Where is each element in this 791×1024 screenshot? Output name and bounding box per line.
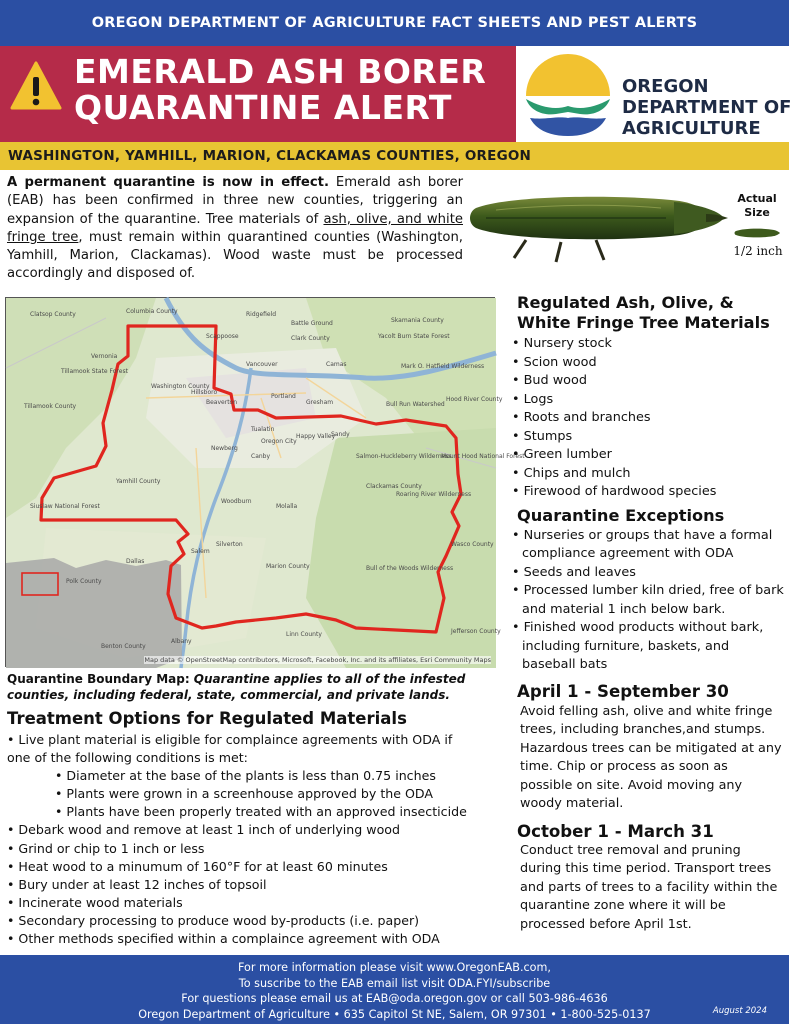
quarantine-map [5, 297, 525, 667]
season1-text: Avoid felling ash, olive and white fringe trees, including branches,and stumps. Hazardous trees can be mitigated at any time. Chip or process as soon as possible on site. Avoid moving any woody material. [520, 703, 782, 811]
season1-heading: April 1 - September 30 [517, 681, 729, 701]
intro-text-2: , must remain within quarantined counties (Washington, Yamhill, Marion, Clackamas). Wood waste must be processed accordingly and disposed of. [7, 229, 463, 282]
footer-line1: For more information please visit www.OregonEAB.com, [238, 961, 551, 974]
regulated-item: • Stumps [512, 428, 573, 444]
alert-title-line2: QUARANTINE ALERT [74, 88, 452, 127]
regulated-list [509, 335, 784, 502]
treatment-item: • Diameter at the base of the plants is less than 0.75 inches [55, 768, 436, 784]
map-place-label: Dallas [126, 558, 145, 565]
intro-underlined: ash, olive, and white fringe tree [7, 211, 463, 245]
map-place-label: Roaring River Wilderness [396, 491, 472, 498]
exception-item: • Processed lumber kiln dried, free of bark and material 1 inch below bark. [512, 583, 784, 617]
footer-date: August 2024 [712, 1006, 767, 1017]
treatment-item: • Debark wood and remove at least 1 inch of underlying wood [7, 822, 400, 838]
treatment-item: • Plants were grown in a screenhouse approved by the ODA [55, 786, 433, 802]
right-column [509, 293, 784, 934]
treatment-heading: Treatment Options for Regulated Materials [7, 709, 407, 728]
exception-item: • Seeds and leaves [512, 564, 636, 580]
scale-label: 1/2 inch [733, 244, 783, 258]
map-place-label: Tillamook County [24, 403, 77, 410]
beetle-image [466, 180, 731, 268]
map-place-label: Sandy [331, 431, 350, 438]
map-place-label: Woodburn [221, 498, 252, 505]
map-place-label: Bull of the Woods Wilderness [366, 565, 454, 572]
exceptions-list [509, 527, 784, 675]
treatment-item: • Secondary processing to produce wood by-products (i.e. paper) [7, 912, 420, 928]
exception-item: • Finished wood products without bark, including furniture, baskets, and baseball bats [512, 620, 764, 672]
footer-line3: For questions please email us at EAB@oda.oregon.gov or call 503-986-4636 [181, 992, 608, 1006]
counties-bar [0, 142, 789, 170]
map-place-label: Ridgefield [246, 311, 277, 318]
map-place-label: Vernonia [91, 353, 118, 360]
regulated-heading: Regulated Ash, Olive, & White Fringe Tree Materials [517, 293, 770, 332]
map-place-label: Wasco County [451, 541, 494, 548]
regulated-item: • Nursery stock [512, 336, 612, 351]
map-canvas [6, 298, 525, 668]
map-place-label: Hillsboro [191, 389, 218, 396]
alert-title-line1: EMERALD ASH BORER [74, 52, 487, 91]
treatment-item: • Live plant material is eligible for complaince agreements with ODA if [7, 732, 453, 747]
map-place-label: Salem [191, 548, 210, 555]
map-place-label: Happy Valley [296, 433, 336, 440]
logo-line3: AGRICULTURE [622, 118, 761, 139]
footer-line4: Oregon Department of Agriculture • 635 Capitol St NE, Salem, OR 97301 • 1-800-525-0137 [138, 1007, 651, 1021]
map-place-label: Silverton [216, 541, 243, 548]
map-place-label: Yacolt Burn State Forest [378, 333, 450, 340]
counties-text: WASHINGTON, YAMHILL, MARION, CLACKAMAS COUNTIES, OREGON [8, 148, 532, 164]
alert-title [74, 54, 486, 126]
map-place-label: Gresham [306, 399, 334, 406]
map-place-label: Vancouver [246, 361, 278, 368]
regulated-item: • Chips and mulch [512, 465, 631, 481]
map-place-label: Salmon-Huckleberry Wilderness [356, 453, 452, 460]
map-place-label: Molalla [276, 503, 298, 510]
small-beetle-icon [734, 226, 782, 240]
map-place-label: Mark O. Hatfield Wilderness [401, 363, 485, 370]
logo-line2: DEPARTMENT OF [622, 97, 791, 118]
map-place-label: Hood River County [446, 396, 503, 403]
logo-line1: OREGON [622, 76, 709, 97]
map-caption-label: Quarantine Boundary Map: [7, 672, 190, 686]
map-caption [7, 671, 497, 703]
map-place-label: Yamhill County [116, 478, 161, 485]
series-title: OREGON DEPARTMENT OF AGRICULTURE FACT SHEETS AND PEST ALERTS [91, 15, 698, 31]
map-place-label: Portland [271, 393, 296, 400]
map-credit: Map data © OpenStreetMap contributors, Microsoft, Facebook, Inc. and its affiliates, Esri Community Maps [144, 656, 491, 664]
map-place-label: Columbia County [126, 308, 178, 315]
treatment-item: • Other methods specified within a complaince agreement with ODA [7, 931, 440, 947]
treatment-list [7, 731, 507, 948]
regulated-item: • Green lumber [512, 447, 612, 462]
map-place-label: Oregon City [261, 438, 297, 445]
map-place-label: Camas [326, 361, 347, 368]
treatment-item: • Grind or chip to 1 inch or less [7, 840, 205, 856]
map-place-label: Polk County [66, 578, 102, 585]
treatment-item: one of the following conditions is met: [7, 750, 248, 766]
map-place-label: Scappoose [206, 333, 239, 340]
map-caption-text: Quarantine applies to all of the infested counties, including federal, state, commercial, and private lands. [7, 672, 466, 702]
regulated-item: • Scion wood [512, 354, 597, 370]
map-place-label: Tualatin [251, 426, 275, 433]
treatment-item: • Incinerate wood materials [7, 894, 183, 910]
season2-heading: October 1 - March 31 [517, 821, 714, 841]
map-place-label: Mount Hood National Forest [441, 453, 525, 460]
actual-size-label: Actual Size [737, 192, 777, 219]
map-place-label: Clackamas County [366, 483, 422, 490]
regulated-item: • Logs [512, 391, 554, 407]
treatment-item: • Bury under at least 12 inches of topsoil [7, 876, 267, 892]
footer-bar [0, 955, 789, 1024]
intro-lead: A permanent quarantine is now in effect. [7, 175, 329, 190]
regulated-item: • Firewood of hardwood species [512, 484, 717, 499]
top-header-bar [0, 0, 789, 46]
regulated-item: • Roots and branches [512, 410, 651, 425]
exceptions-heading: Quarantine Exceptions [517, 505, 725, 525]
map-place-label: Beaverton [206, 399, 238, 406]
map-place-label: Benton County [101, 643, 146, 650]
treatment-item: • Plants have been properly treated with an approved insecticide [55, 804, 467, 820]
map-place-label: Skamania County [391, 317, 444, 324]
map-place-label: Clark County [291, 335, 330, 342]
map-place-label: Siuslaw National Forest [30, 503, 100, 510]
map-place-label: Bull Run Watershed [386, 401, 445, 408]
map-place-label: Washington County [151, 383, 210, 390]
map-place-label: Albany [171, 638, 192, 645]
map-place-label: Battle Ground [291, 320, 333, 327]
treatment-item: • Heat wood to a minumum of 160°F for at least 60 minutes [7, 858, 388, 874]
map-place-label: Newberg [211, 445, 238, 452]
map-place-label: Tillamook State Forest [61, 368, 128, 375]
map-place-label: Jefferson County [451, 628, 501, 635]
map-place-label: Clatsop County [30, 311, 76, 318]
map-place-label: Marion County [266, 563, 310, 570]
warning-triangle-icon [10, 60, 62, 112]
footer-line2: To suscribe to the EAB email list visit ODA.FYI/subscribe [238, 976, 551, 990]
season2-text: Conduct tree removal and pruning during this time period. Transport trees and parts of trees to a facility within the quarantine zone where it will be processed before April 1st. [520, 842, 778, 932]
map-place-label: Linn County [286, 631, 322, 638]
alert-banner [0, 46, 516, 142]
exception-item: • Nurseries or groups that have a formal compliance agreement with ODA [512, 527, 773, 561]
oda-logo-text [622, 76, 791, 139]
intro-paragraph [7, 174, 463, 284]
oda-logo [516, 46, 789, 142]
intro-text-1: Emerald ash borer (EAB) has been confirmed in three new counties, triggering an expansion of the quarantine. Tree materials of [7, 175, 463, 227]
oda-logo-mark [522, 50, 614, 138]
map-place-label: Canby [251, 453, 271, 460]
regulated-item: • Bud wood [512, 373, 587, 388]
